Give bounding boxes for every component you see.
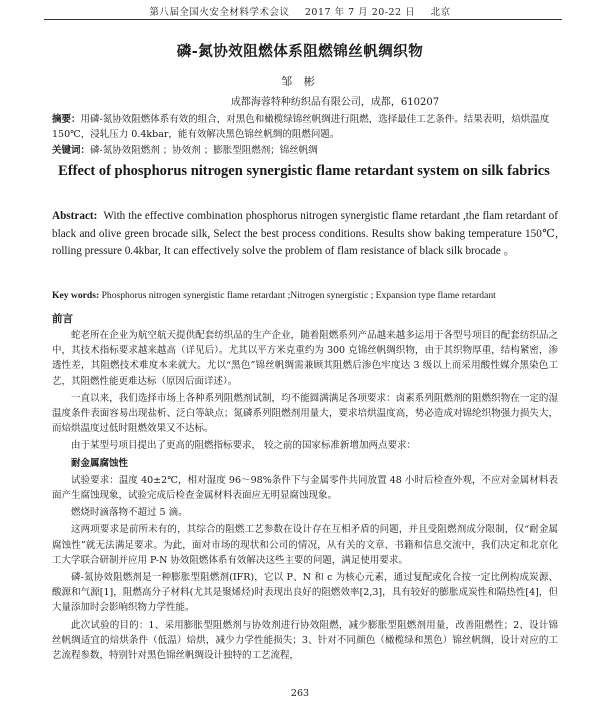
author-name: 邹 彬 [281,75,319,88]
body-paragraph: 磷-氮协效阻燃剂是一种膨胀型阻燃剂(IFR)，它以 P、N 和 c 为核心元素，通过复配或化合按一定比例构成炭源、酸源和气源[1]，阻燃高分子材料(尤其是聚烯烃)时表现出良好的阻燃效率[2,3]，具有较好的膨胀成炭性和隔热性[4]，但大量添加时会影响织物力学性能。 [52,572,558,614]
abstract-cn [52,112,558,142]
paper-title-cn: 磷-氮协效阻燃体系阻燃锦丝帆绸织物 [176,44,424,60]
body-paragraph: 蛇老所在企业为航空航天提供配套纺织品的生产企业，随着阻燃系列产品越来越多运用于各型号项目的配套纺织品之中，其技术指标要求越来越高（详见后）。尤其以平方米克重约为 300 克锦丝帆绸织物，由于其织物厚重，结构紧密，渗透性差，其阻燃技术难度本来就大。尤以“黑色”锦丝帆绸需兼顾其阻燃后渗色牢度达 3 级以上而采用酸性媒介黑染色工艺，其阻燃性能更难达标（原因后面详述）。 [52,330,558,387]
running-header [0,4,600,18]
body-paragraph: 此次试验的目的：1、采用膨胀型阻燃剂与协效剂进行协效阻燃，减少膨胀型阻燃剂用量，改善阻燃性；2、设计锦丝帆绸适宜的焙烘条件（低温）焙烘，减少力学性能损失；3、针对不同颜色（橄榄绿和黑色）锦丝帆绸，设计对应的工艺流程参数，特别针对黑色锦丝帆绸设计独特的工艺流程， [52,619,558,662]
keywords-en-text: Phosphorus nitrogen synergistic flame retardant ;Nitrogen synergistic ; Expansion type flame retardant [101,290,496,301]
abstract-cn-text: 用磷-氮协效阻燃体系有效的组合，对黑色和橄榄绿锦丝帆绸进行阻燃，选择最佳工艺条件。结果表明，焙烘温度 150℃，浸轧压力 0.4kbar，能有效解决黑色锦丝帆绸的阻燃问题。 [52,114,550,140]
conference-location: 北京 [430,7,451,18]
body-paragraph: 由于某型号项目提出了更高的阻燃指标要求， 较之前的国家标准新增加两点要求： [71,440,417,452]
keywords-cn-label: 关键词： [52,145,91,156]
conference-date: 2017 年 7 月 20-22 日 [304,7,416,18]
abstract-en-text: With the effective combination phosphorus nitrogen synergistic flame retardant ,the flam retardant of black and olive green brocade silk, Select the best process conditions. Results show baking temperature 150℃, rolling pressure 0.4kbar, It can effectively solve the problem of flam resistance of black silk brocade 。 [52,210,558,257]
page-number: 263 [290,688,310,699]
body-paragraph: 燃烧时滴落物不超过 5 滴。 [71,507,188,519]
keywords-en [52,288,558,303]
body-text [52,328,558,665]
paper-title-en: Effect of phosphorus nitrogen synergistic flame retardant system on silk fabrics [58,163,550,179]
abstract-en-label: Abstract: [52,210,98,222]
abstract-cn-label: 摘要： [52,114,81,125]
body-paragraph: 这两项要求是前所未有的，其综合的阻燃工艺参数在设计存在互相矛盾的问题，并且受阻燃剂成分限制，仅“耐金属腐蚀性”就无法满足要求。为此，面对市场的现状和公司的情况，从有关的文章、书籍和信息交流中，我们决定和北京化工大学联合研制并应用 P-N 协效阻燃体系有效解决这些主要的问题，满足使用要求。 [52,524,558,566]
conference-name: 第八届全国火安全材料学术会议 [149,7,290,18]
abstract-en [52,208,558,261]
body-paragraph: 一直以来，我们选择市场上各种系列阻燃剂试制，均不能圆满满足各项要求：卤素系列阻燃剂的阻燃织物在一定的湿温度条件表面容易出现盐析、泛白等缺点；氮磷系列阻燃剂用量大，要求培烘温度高，势必造成对锦纶织物强力损失大，而焙烘温度过低时阻燃效果又不达标。 [52,392,558,435]
subheading-corrosion: 耐金属腐蚀性 [71,457,129,469]
keywords-cn-text: 磷-氮协效阻燃剂 ；协效剂 ；膨胀型阻燃剂；锦丝帆绸 [90,145,318,156]
keywords-en-label: Key words: [52,290,100,301]
section-heading-preface: 前言 [52,313,73,325]
header-rule [44,19,562,20]
body-paragraph: 试验要求：温度 40±2℃，相对湿度 96～98%条件下与金属零件共同放置 48 小时后检查外观，不应对金属材料表面产生腐蚀现象，试验完成后检查金属材料表面应无明显腐蚀现象。 [52,474,558,502]
keywords-cn [52,143,558,158]
author-affiliation: 成都海蓉特种纺织品有限公司，成都，610207 [230,97,440,108]
